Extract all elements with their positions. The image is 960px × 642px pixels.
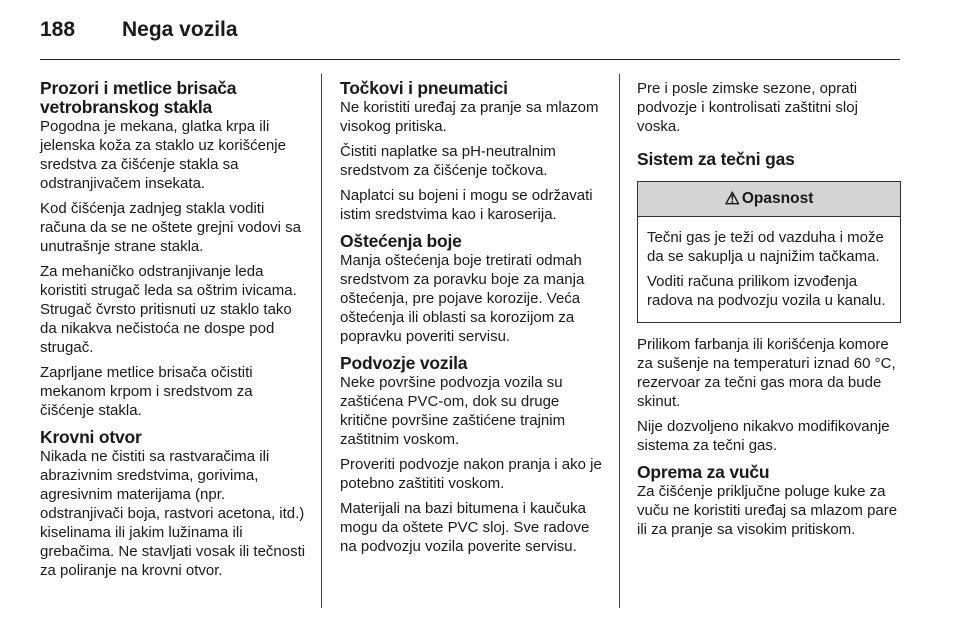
page-number: 188 (40, 18, 76, 41)
section-heading: Podvozje vozila (340, 353, 468, 373)
paragraph: Kod čišćenja zadnjeg stakla voditi računa da se ne oštete grejni vodovi sa unutrašnje strane stakla. (40, 200, 301, 255)
section-heading: Točkovi i pneumatici (340, 78, 508, 98)
section-heading: Prozori i metlice brisača vetrobranskog stakla (40, 78, 237, 117)
column-divider-1 (321, 74, 322, 608)
section-windows-wipers (40, 79, 306, 420)
paragraph: Naplatci su bojeni i mogu se održavati istim sredstvima kao i karoserija. (340, 187, 593, 223)
header-rule (40, 59, 900, 60)
paragraph: Neke površine podvozja vozila su zaštićena PVC-om, dok su druge kritične površine zaštićene trajnim zaštitnim voskom. (340, 374, 566, 448)
page-header (40, 18, 238, 48)
paragraph: Čistiti naplatke sa pH-neutralnim sredstvom za čišćenje točkova. (340, 143, 556, 179)
column-divider-2 (619, 74, 620, 608)
section-heading: Oprema za vuču (637, 462, 770, 482)
paragraph: Zaprljane metlice brisača očistiti mekanom krpom i sredstvom za čišćenje stakla. (40, 364, 253, 419)
paragraph: Ne koristiti uređaj za pranje sa mlazom visokog pritiska. (340, 99, 599, 135)
section-sunroof (40, 428, 306, 580)
paragraph: Voditi računa prilikom izvođenja radova na podvozju vozila u kanalu. (647, 273, 886, 309)
page-title: Nega vozila (122, 18, 238, 41)
warning-header (638, 182, 900, 217)
column-1 (40, 79, 306, 586)
paragraph: Pre i posle zimske sezone, oprati podvozje i kontrolisati zaštitni sloj voska. (637, 80, 858, 135)
paragraph: Za čišćenje priključne poluge kuke za vuču ne koristiti uređaj sa mlazom pare ili za pranje sa visokim pritiskom. (637, 483, 898, 538)
paragraph: Materijali na bazi bitumena i kaučuka mogu da oštete PVC sloj. Sve radove na podvozju vozila poverite servisu. (340, 500, 590, 555)
paragraph: Nikada ne čistiti sa rastvaračima ili abrazivnim sredstvima, gorivima, agresivnim materijama (npr. odstranjivači boja, rastvori acetona, itd.) kiselinama ili jakim lužinama ili grebačima. Ne stavljati vosak ili tečnosti za poliranje na krovni otvor. (40, 448, 306, 579)
paragraph: Manja oštećenja boje tretirati odmah sredstvom za poravku boje za manja oštećenja, pre pojave korozije. Veća oštećenja ili oblasti sa korozijom za popravku poveriti servisu. (340, 252, 585, 345)
warning-triangle-icon: ⚠ (724, 189, 740, 208)
paragraph: Tečni gas je teži od vazduha i može da se sakuplja u najnižim tačkama. (647, 229, 884, 265)
column-3 (637, 79, 901, 545)
paragraph: Proveriti podvozje nakon pranja i ako je potebno zaštititi voskom. (340, 456, 602, 492)
warning-box (637, 181, 901, 323)
section-heading: Krovni otvor (40, 427, 142, 447)
paragraph: Za mehaničko odstranjivanje leda koristiti strugač leda sa oštrim ivicama. Strugač čvrsto pritisnuti uz staklo tako da nikakva nečistoća ne dospe pod strugač. (40, 263, 297, 356)
section-lpg-system (637, 150, 901, 455)
section-heading: Oštećenja boje (340, 231, 462, 251)
paragraph: Pogodna je mekana, glatka krpa ili jelenska koža za staklo uz korišćenje sredstva za čišćenje stakla sa odstranjivačem insekata. (40, 118, 286, 192)
column-2 (340, 79, 604, 562)
warning-title: Opasnost (741, 190, 814, 207)
section-underbody (340, 354, 604, 556)
section-wheels-tyres (340, 79, 604, 224)
section-paint-damage (340, 232, 604, 346)
paragraph: Prilikom farbanja ili korišćenja komore za sušenje na temperaturi iznad 60 °C, rezervoar za tečni gas mora da bude skinut. (637, 336, 896, 410)
warning-body (638, 217, 900, 322)
section-heading: Sistem za tečni gas (637, 149, 795, 169)
section-towing-equipment (637, 463, 901, 539)
paragraph: Nije dozvoljeno nikakvo modifikovanje sistema za tečni gas. (637, 418, 890, 454)
